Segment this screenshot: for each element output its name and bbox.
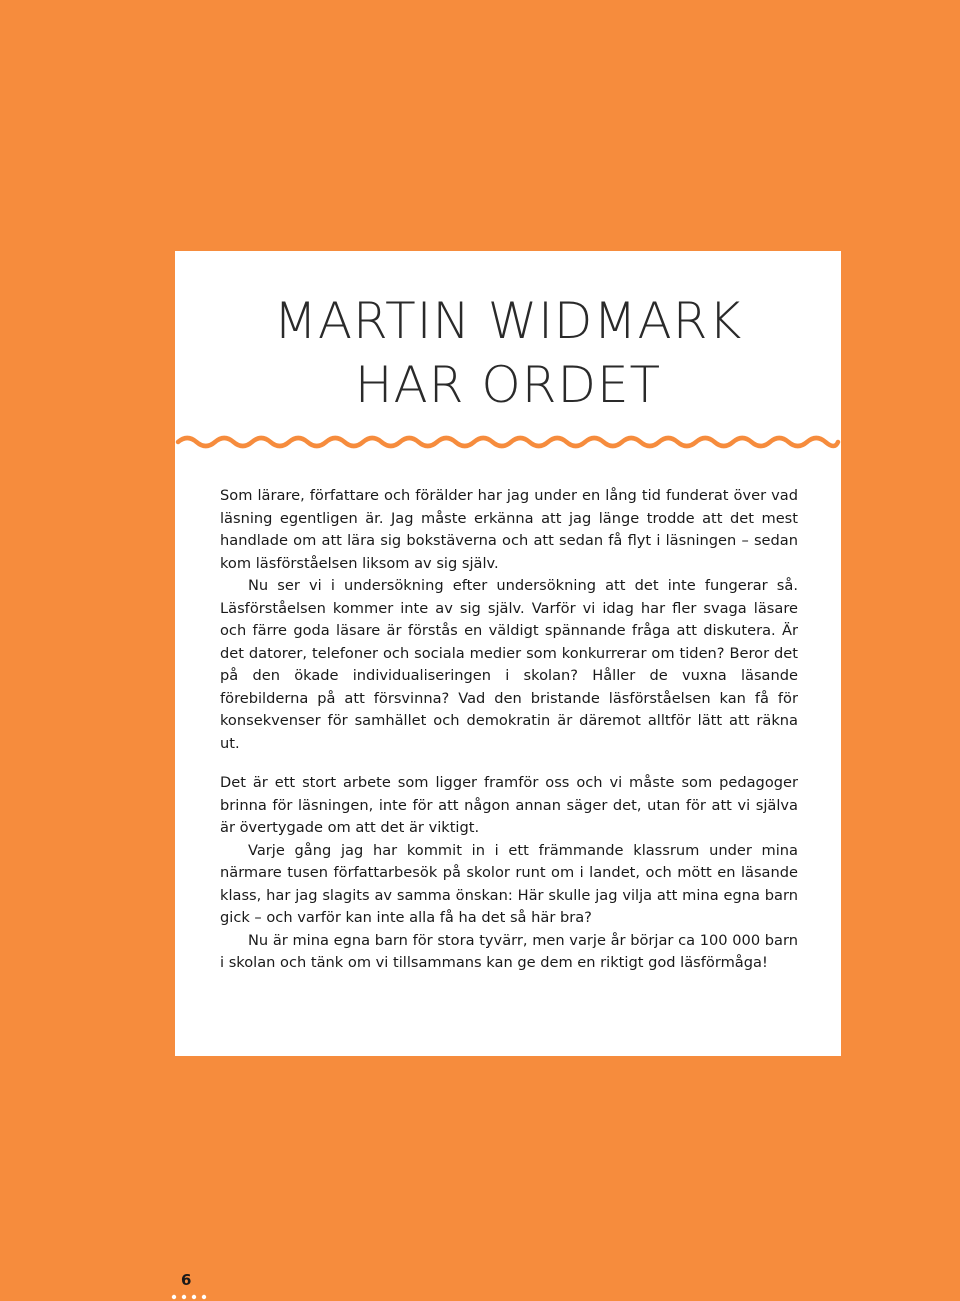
paragraph: Som lärare, författare och förälder har jag under en lång tid funderat över vad läsning egentligen är. Jag måste erkänna att jag länge trodde att det mest handlade om att lära sig bokstäverna och att sedan få flyt i läsningen – sedan kom läsförståelsen liksom av sig själv. — [220, 487, 798, 572]
paragraph: Nu är mina egna barn för stora tyvärr, men varje år börjar ca 100 000 barn i skolan och tänk om vi tillsammans kan ge dem en riktigt god läsförmåga! — [220, 931, 798, 971]
wave-divider — [175, 429, 841, 455]
paragraph: Varje gång jag har kommit in i ett främmande klassrum under mina närmare tusen författarbesök på skolor runt om i landet, och mött en läsande klass, har jag slagits av samma önskan: Här skulle jag vilja att mina egna barn gick – och varför kan inte alla få ha det så här bra? — [220, 841, 798, 926]
text-card — [175, 251, 841, 1056]
title-line-1: MARTIN WIDMARK — [273, 292, 743, 350]
title-line-2: HAR ORDET — [354, 356, 662, 414]
paragraph: Nu ser vi i undersökning efter undersökning att det inte fungerar så. Läsförståelsen kommer inte av sig själv. Varför vi idag har fler svaga läsare och färre goda läsare är förstås en väldigt spännande fråga att diskutera. Är det datorer, telefoner och sociala medier som konkurrerar om tiden? Beror det på den ökade individualiseringen i skolan? Håller de vuxna läsande förebilderna på att försvinna? Vad den bristande läsförståelsen kan få för konsekvenser för samhället och demokratin är däremot alltför lätt att räkna ut. — [220, 577, 798, 752]
article-body — [220, 485, 798, 975]
page-dots-decoration — [170, 1293, 210, 1301]
paragraph: Det är ett stort arbete som ligger framför oss och vi måste som pedagoger brinna för läsningen, inte för att någon annan säger det, utan för att vi själva är övertygade om att det är viktigt. — [220, 774, 798, 836]
page-number: 6 — [181, 1271, 192, 1289]
page-title — [175, 289, 841, 417]
